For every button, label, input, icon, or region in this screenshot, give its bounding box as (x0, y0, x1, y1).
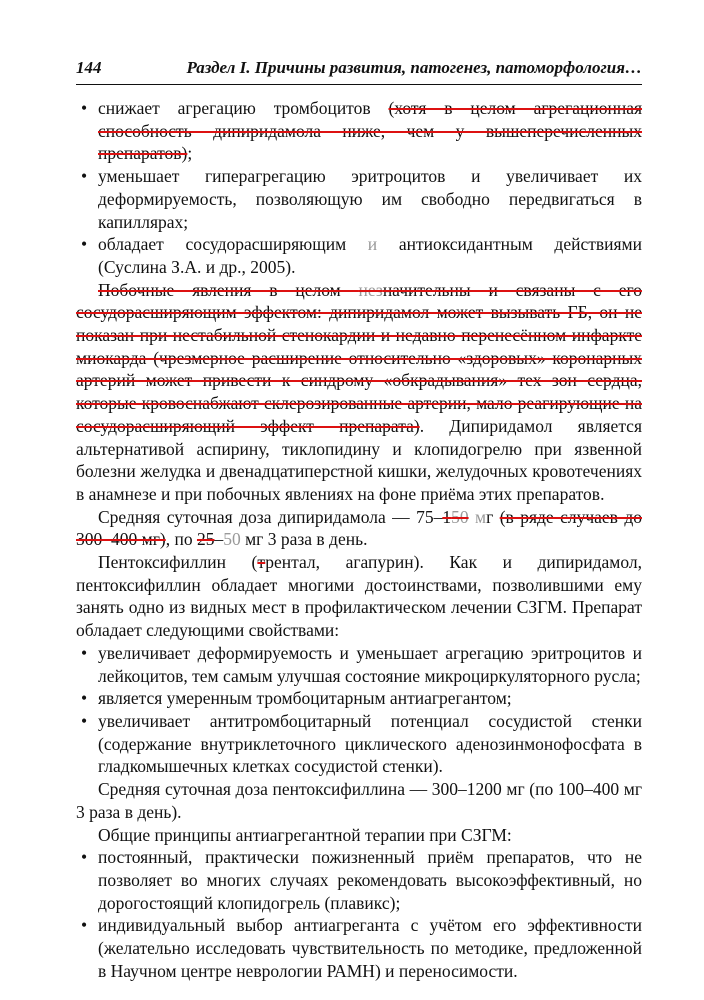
list-item: • обладает сосудорасширяющим и антиоксидантным действиями (Суслина З.А. и др., 2005). (76, 233, 642, 278)
paragraph-principles-intro: Общие принципы антиагрегантной терапии при СЗГМ: (98, 824, 512, 845)
list-item: • является умеренным тромбоцитарным антиагрегантом; (76, 687, 642, 710)
deleted-text: 25 (196, 529, 215, 550)
list-item: • индивидуальный выбор антиагреганта с учётом его эффективности (желательно исследовать чувствительность по методике, предложенной в Научном центре неврологии РАМН) и переносимости. (76, 914, 642, 982)
inserted-text: 50 (223, 529, 241, 550)
inserted-deleted-text: нез (358, 279, 383, 300)
deleted-text: начительны и связаны с его сосудорасширяющим эффектом: дипиридамол может вызывать ГБ, он не показан при нестабильной стенокардии и недавно перенесённом инфаркте миокарда (чрезмерное расширение относительно «здоровых» коронарных артерий может привести к синдрому «обкрадывания» тех зон сердца, которые кровоснабжают склерозированные артерии, мало реагирующие на сосудорасширяющий эффект препарата) (76, 279, 642, 436)
inserted-text: 50 (451, 506, 469, 527)
paragraph-side-effects: Побочные явления в целом незначительны и связаны с его сосудорасширяющим эффектом: дипиридамол может вызывать ГБ, он не показан при нестабильной стенокардии и недавно перенесённом инфаркте миокарда (чрезмерное расширение относительно «здоровых» коронарных артерий может привести к синдрому «обкрадывания» тех зон сердца, которые кровоснабжают склерозированные артерии, мало реагирующие на сосудорасширяющий эффект препарата). Дипиридамол является альтернативой аспирину, тиклопидину и клопидогрелю при язвенной болезни желудка и двенадцатиперстной кишки, желудочных кровотечениях в анамнезе и при побочных явлениях на фоне приёма этих препаратов. (76, 279, 642, 504)
book-page (76, 58, 642, 982)
inserted-text: м (475, 506, 487, 527)
section-title: Раздел I. Причины развития, патогенез, патоморфология… (186, 58, 642, 77)
running-header (76, 58, 642, 85)
body-text (76, 97, 642, 982)
deleted-text: (хотя в целом агрегационная способность дипиридамола ниже, чем у вышеперечисленных препаратов) (98, 98, 643, 164)
page-number: 144 (76, 58, 102, 77)
list-item: • увеличивает деформируемость и уменьшает агрегацию эритроцитов и лейкоцитов, тем самым улучшая состояние микроциркуляторного русла; (76, 642, 642, 687)
deleted-text: Побочные явления в целом (98, 279, 359, 300)
bullet-list-pentoxifylline (76, 642, 642, 778)
list-item: • уменьшает гиперагрегацию эритроцитов и увеличивает их деформируемость, позволяющую им свободно передвигаться в капиллярах; (76, 165, 642, 233)
deleted-text: т (257, 552, 266, 573)
paragraph-pentoxifylline: Пентоксифиллин (трентал, агапурин). Как и дипиридамол, пентоксифиллин обладает многими достоинствами, позволившими ему занять одно из видных мест в профилактическом лечении СЗГМ. Препарат обладает следующими свойствами: (76, 552, 642, 641)
deleted-text: (в ряде случаев до 300–400 мг) (76, 506, 642, 550)
bullet-list-dipyridamole (76, 97, 642, 279)
list-item: • постоянный, практически пожизненный приём препаратов, что не позволяет во многих случаях рекомендовать высокоэффективный, но дорогостоящий клопидогрель (плавикс); (76, 846, 642, 914)
paragraph-dose-pentoxifylline: Средняя суточная доза пентоксифиллина — 300–1200 мг (по 100–400 мг 3 раза в день). (76, 779, 642, 822)
inserted-text: и (367, 234, 378, 255)
list-item: • увеличивает антитромбоцитарный потенциал сосудистой стенки (содержание внутриклеточного циклического аденозинмонофосфата в гладкомышечных клетках сосудистой стенки). (76, 710, 642, 778)
bullet-list-principles (76, 846, 642, 982)
list-item: • снижает агрегацию тромбоцитов (хотя в целом агрегационная способность дипиридамола ниже, чем у вышеперечисленных препаратов); (76, 97, 642, 165)
paragraph-dose-dipyridamole: Средняя суточная доза дипиридамола — 75–150 мг (в ряде случаев до 300–400 мг), по 25–50 мг 3 раза в день. (76, 506, 642, 550)
